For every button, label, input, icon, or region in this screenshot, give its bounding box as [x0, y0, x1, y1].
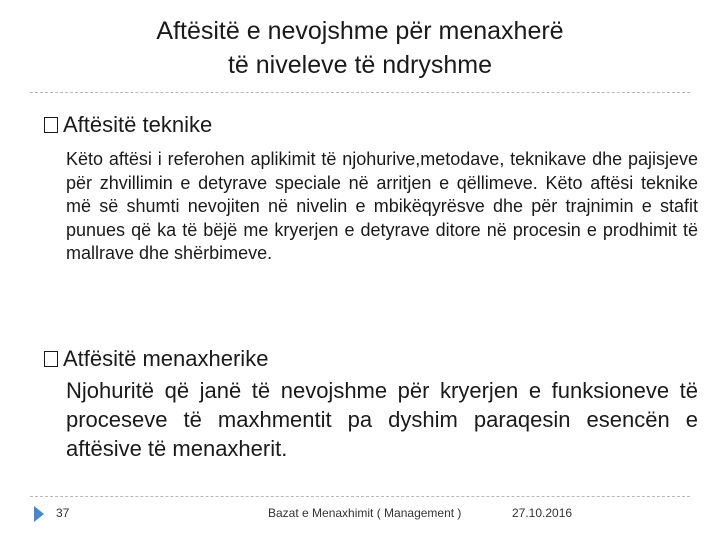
- section-heading-managerial-label: Atfësitë menaxherike: [63, 346, 269, 371]
- section-heading-technical-label: Aftësitë teknike: [63, 112, 213, 137]
- footer-course-title: Bazat e Menaxhimit ( Management ): [268, 506, 462, 520]
- footer-arrow-icon: [34, 506, 44, 522]
- footer-date: 27.10.2016: [512, 506, 573, 520]
- section-heading-technical: [44, 112, 212, 138]
- top-divider: [30, 92, 690, 93]
- section-body-technical: Këto aftësi i referohen aplikimit të njohurive,metodave, teknikave dhe pajisjeve për zhvillimin e detyrave speciale në arritjen e qëllimeve. Këto aftësi teknike më së shumti nevojiten në nivelin e mbikëqyrësve dhe për trajnimin e stafit punues që ka të bëjë me kryerjen e detyrave ditore në procesin e prodhimit të mallrave dhe shërbimeve.: [66, 149, 698, 263]
- bullet-box-icon: [44, 351, 58, 367]
- section-heading-managerial: [44, 346, 268, 372]
- slide-title-line-2: të niveleve të ndryshme: [227, 51, 493, 79]
- section-body-managerial: Njohuritë që janë të nevojshme për kryerjen e funksioneve të proceseve të maxhmentit pa dyshim paraqesin esencën e aftësive të menaxherit.: [66, 378, 698, 461]
- bottom-divider: [30, 496, 690, 497]
- slide-title: [40, 14, 680, 82]
- page-number: 37: [56, 506, 70, 520]
- bullet-box-icon: [44, 117, 58, 133]
- slide-title-line-1: Aftësitë e nevojshme për menaxherë: [156, 17, 564, 45]
